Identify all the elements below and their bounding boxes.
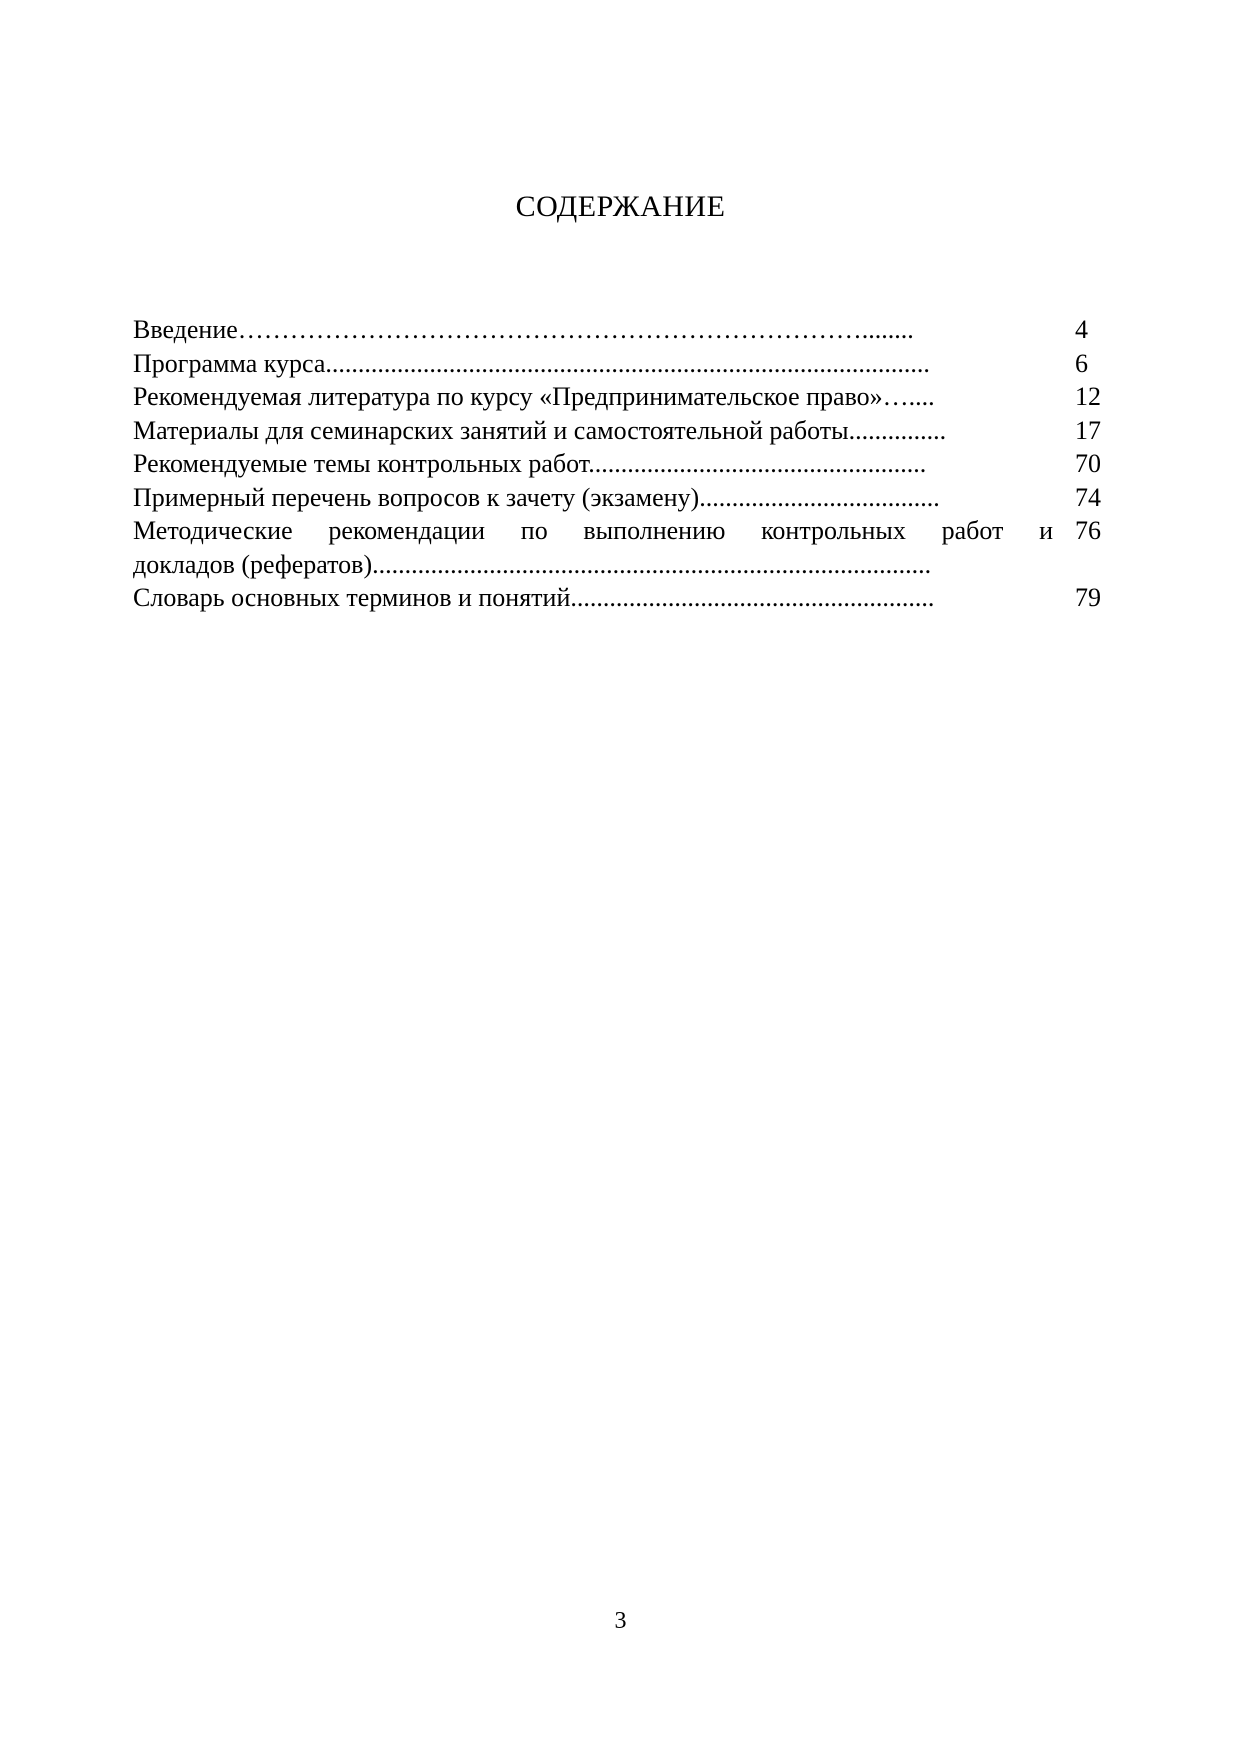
toc-entry-text: Введение………………………………………………………………........ <box>133 315 914 344</box>
toc-entry[interactable] <box>133 481 1111 515</box>
toc-entry[interactable] <box>133 447 1111 481</box>
table-of-contents <box>133 313 1111 615</box>
toc-entry[interactable] <box>133 581 1111 615</box>
toc-entry-page: 76 <box>1075 516 1101 545</box>
toc-entry-text-line1: Методические рекомендации по выполнению контрольных работ и <box>133 516 1053 545</box>
toc-entry-text <box>133 514 1053 581</box>
toc-entry-text: Материалы для семинарских занятий и самостоятельной работы............... <box>133 415 947 445</box>
toc-entry-text: Рекомендуемые темы контрольных работ.................................................... <box>133 449 927 478</box>
toc-entry-page: 12 <box>1075 382 1101 411</box>
toc-entry-text-line2: докладов (рефератов)...................................................................................... <box>133 549 932 579</box>
toc-entry[interactable] <box>133 380 1111 414</box>
toc-entry[interactable] <box>133 347 1111 381</box>
toc-entry[interactable] <box>133 414 1111 448</box>
page-number: 3 <box>614 1608 627 1634</box>
toc-entry-page: 74 <box>1075 482 1101 512</box>
toc-entry-text: Рекомендуемая литература по курсу «Предпринимательское право»….... <box>133 382 935 411</box>
toc-entry[interactable] <box>133 514 1111 581</box>
toc-entry-page: 17 <box>1075 415 1101 445</box>
toc-entry-text: Программа курса............................................................................................. <box>133 348 930 378</box>
toc-entry-page: 6 <box>1075 348 1088 378</box>
toc-entry[interactable] <box>133 313 1111 347</box>
toc-entry-page: 4 <box>1075 315 1088 344</box>
toc-entry-page: 70 <box>1075 449 1101 478</box>
page-title: СОДЕРЖАНИЕ <box>515 190 726 223</box>
toc-entry-text: Примерный перечень вопросов к зачету (экзамену)..................................... <box>133 482 940 512</box>
toc-entry-page: 79 <box>1075 583 1101 612</box>
toc-entry-text: Словарь основных терминов и понятий........................................................ <box>133 583 935 612</box>
